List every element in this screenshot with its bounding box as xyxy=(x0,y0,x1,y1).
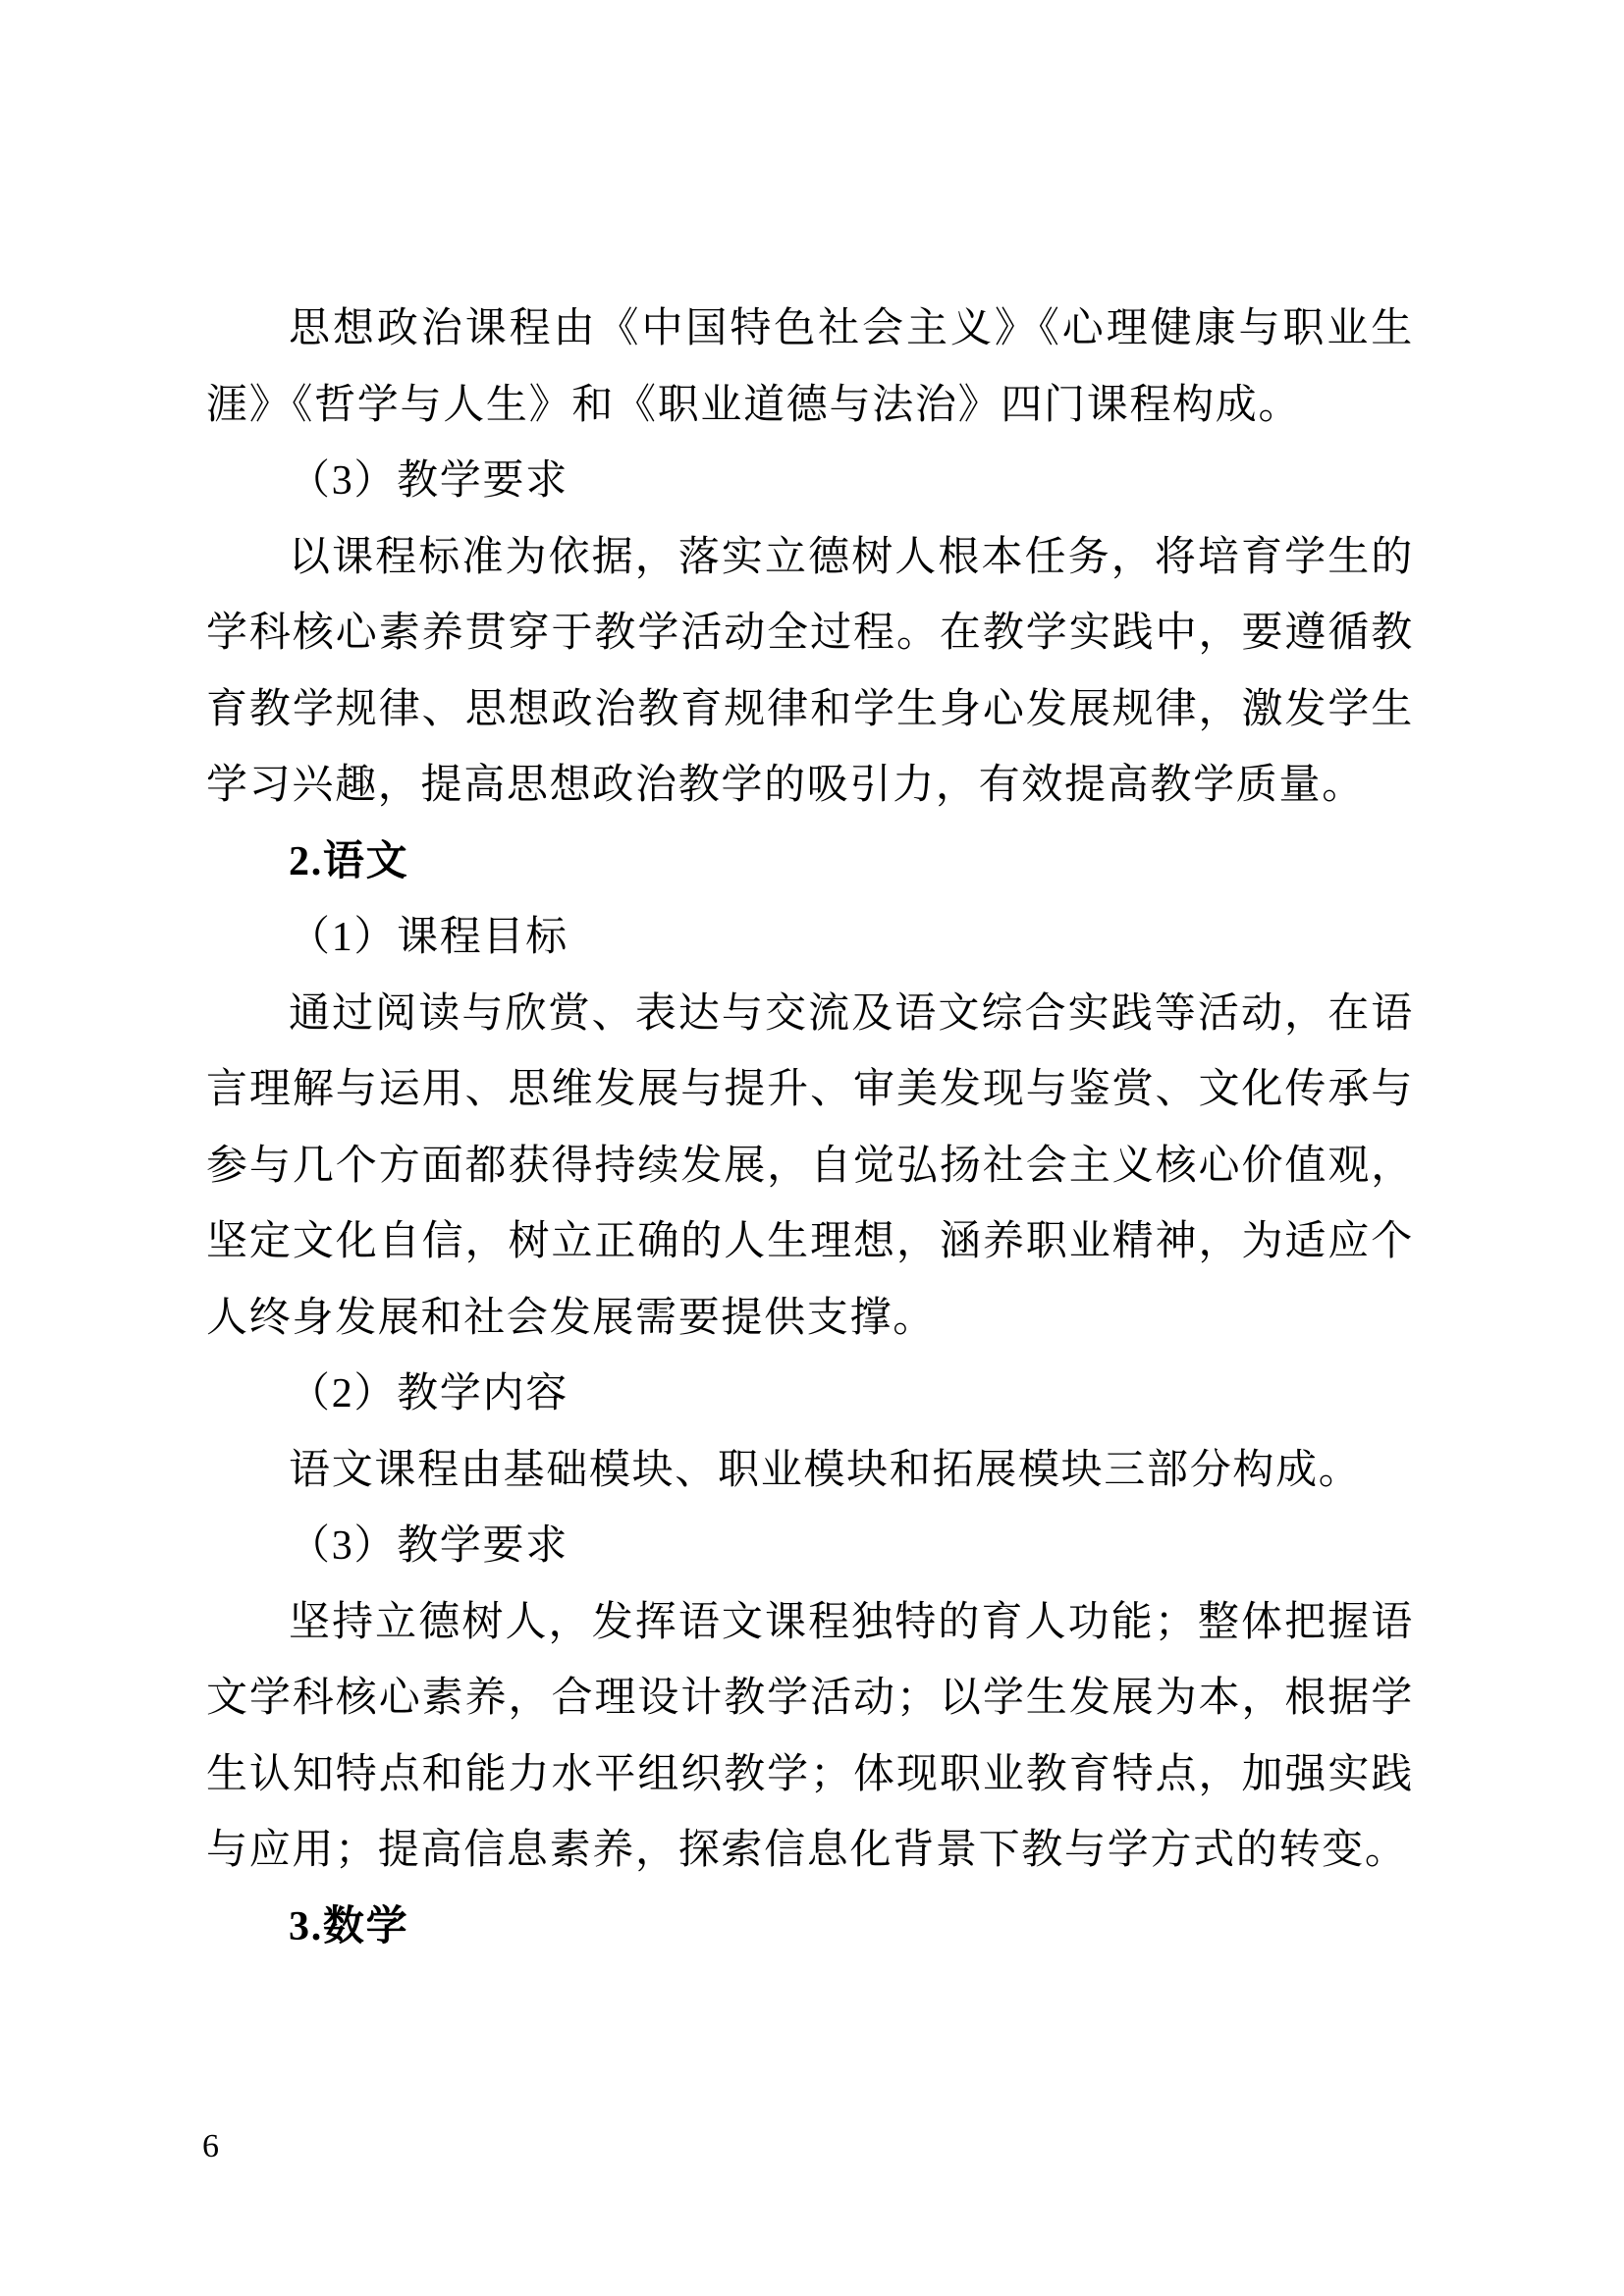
paragraph-chinese-course-objectives: 通过阅读与欣赏、表达与交流及语文综合实践等活动，在语言理解与运用、思维发展与提升、审美发现与鉴赏、文化传承与参与几个方面都获得持续发展，自觉弘扬社会主义核心价值观，坚定文化自信，树立正确的人生理想，涵养职业精神，为适应个人终身发展和社会发展需要提供支撑。 xyxy=(206,990,1414,1341)
page-body-text xyxy=(206,292,1414,1965)
paragraph-politics-teaching-requirements: 以课程标准为依据，落实立德树人根本任务，将培育学生的学科核心素养贯穿于教学活动全过程。在教学实践中，要遵循教育教学规律、思想政治教育规律和学生身心发展规律，激发学生学习兴趣，提高思想政治教学的吸引力，有效提高教学质量。 xyxy=(206,534,1414,808)
subheading-chinese-teaching-requirements: （3）教学要求 xyxy=(289,1523,568,1569)
page-number: 6 xyxy=(202,2128,219,2164)
subheading-chinese-course-objectives: （1）课程目标 xyxy=(289,915,568,960)
paragraph-chinese-teaching-requirements: 坚持立德树人，发挥语文课程独特的育人功能；整体把握语文学科核心素养，合理设计教学活动；以学生发展为本，根据学生认知特点和能力水平组织教学；体现职业教育特点，加强实践与应用；提高信息素养，探索信息化背景下教与学方式的转变。 xyxy=(206,1599,1414,1873)
paragraph-chinese-teaching-content: 语文课程由基础模块、职业模块和拓展模块三部分构成。 xyxy=(289,1447,1362,1493)
heading-chinese-section: 2.语文 xyxy=(289,838,409,884)
paragraph-politics-course-composition: 思想政治课程由《中国特色社会主义》《心理健康与职业生涯》《哲学与人生》和《职业道德与法治》四门课程构成。 xyxy=(206,306,1414,428)
subheading-chinese-teaching-content: （2）教学内容 xyxy=(289,1371,568,1416)
heading-math-section: 3.数学 xyxy=(289,1903,409,1949)
subheading-politics-teaching-requirements: （3）教学要求 xyxy=(289,458,568,504)
